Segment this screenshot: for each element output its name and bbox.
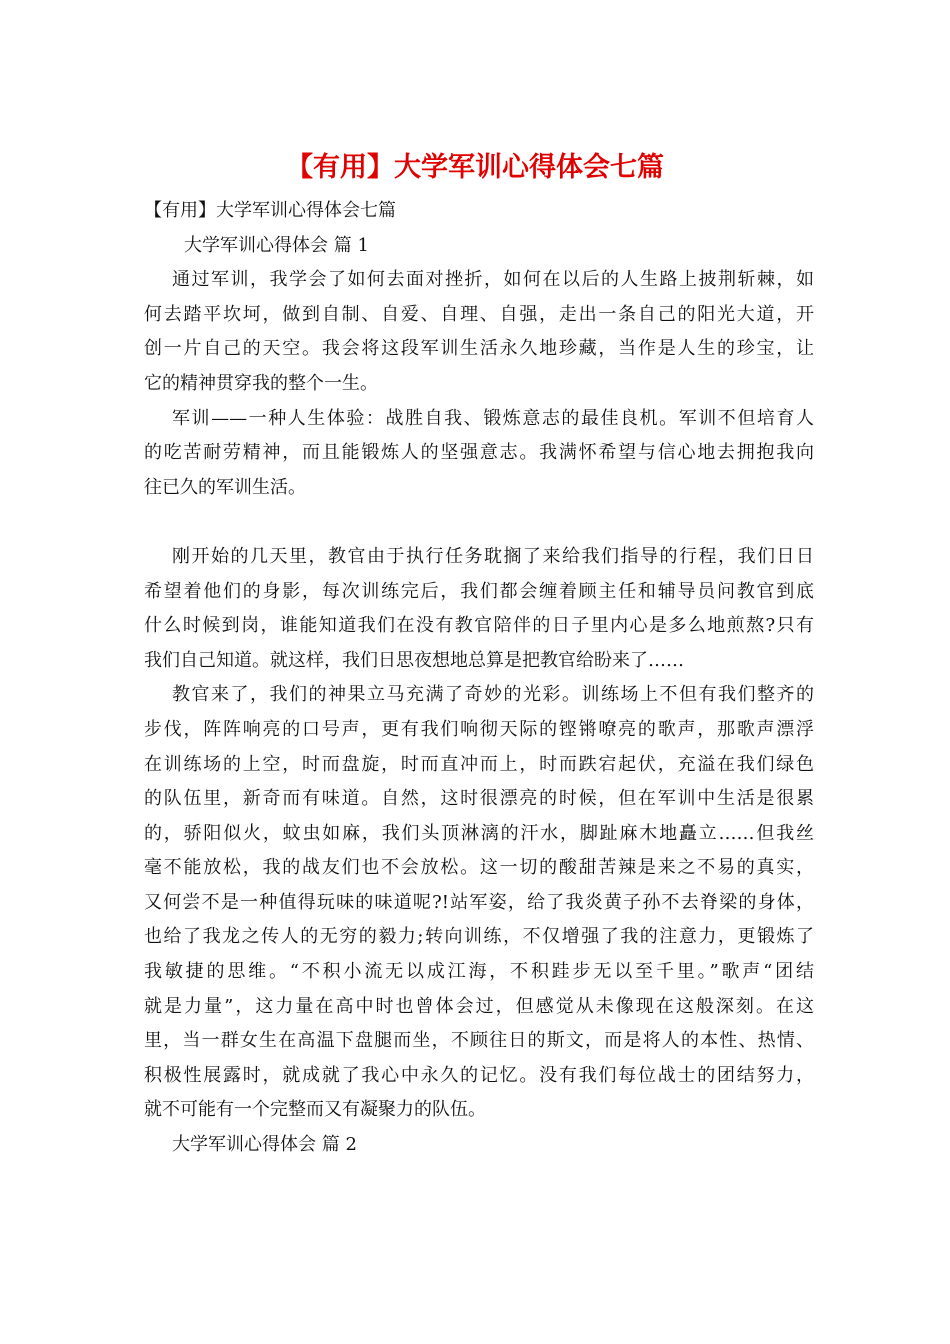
paragraph-line: 就不可能有一个完整而又有凝聚力的队伍。 <box>144 1099 486 1121</box>
paragraph-line: 往已久的军训生活。 <box>144 476 306 498</box>
paragraph-line: 我们自己知道。就这样，我们日思夜想地总算是把教官给盼来了…… <box>144 649 684 671</box>
paragraph-line: 毫不能放松，我的战友们也不会放松。这一切的酸甜苦辣是来之不易的真实， <box>144 857 814 879</box>
subtitle-line: 【有用】大学军训心得体会七篇 <box>144 200 396 221</box>
section-heading-2: 大学军训心得体会 篇 2 <box>172 1134 357 1156</box>
paragraph-line: 创一片自己的天空。我会将这段军训生活永久地珍藏，当作是人生的珍宝，让 <box>144 338 814 360</box>
paragraph-line: 教官来了，我们的神果立马充满了奇妙的光彩。训练场上不但有我们整齐的 <box>172 684 814 706</box>
paragraph-line: 就是力量”，这力量在高中时也曾体会过，但感觉从未像现在这般深刻。在这 <box>144 995 814 1017</box>
document-title: 【有用】大学军训心得体会七篇 <box>286 152 664 183</box>
paragraph-line: 的队伍里，新奇而有味道。自然，这时很漂亮的时候，但在军训中生活是很累 <box>144 788 814 810</box>
paragraph-line: 我敏捷的思维。“不积小流无以成江海，不积跬步无以至千里。”歌声“团结 <box>144 961 814 983</box>
paragraph-line: 它的精神贯穿我的整个一生。 <box>144 372 378 394</box>
document-body <box>144 194 814 1163</box>
paragraph-line: 希望着他们的身影，每次训练完后，我们都会缠着顾主任和辅导员问教官到底 <box>144 580 814 602</box>
paragraph-line: 的，骄阳似火，蚊虫如麻，我们头顶淋漓的汗水，脚趾麻木地矗立……但我丝 <box>144 822 814 844</box>
section-heading-1: 大学军训心得体会 篇 1 <box>184 234 369 256</box>
paragraph-2 <box>144 402 814 506</box>
paragraph-4 <box>144 678 814 1128</box>
paragraph-line: 刚开始的几天里，教官由于执行任务耽搁了来给我们指导的行程，我们日日 <box>172 545 814 567</box>
paragraph-line: 何去踏平坎坷，做到自制、自爱、自理、自强，走出一条自己的阳光大道，开 <box>144 303 814 325</box>
paragraph-line: 军训——一种人生体验：战胜自我、锻炼意志的最佳良机。军训不但培育人 <box>172 407 814 429</box>
paragraph-line: 积极性展露时，就成就了我心中永久的记忆。没有我们每位战士的团结努力， <box>144 1064 814 1086</box>
paragraph-line: 又何尝不是一种值得玩味的味道呢?!站军姿，给了我炎黄子孙不去脊梁的身体， <box>144 891 814 913</box>
paragraph-line: 的吃苦耐劳精神，而且能锻炼人的坚强意志。我满怀希望与信心地去拥抱我向 <box>144 442 814 464</box>
paragraph-line: 里，当一群女生在高温下盘腿而坐，不顾往日的斯文，而是将人的本性、热情、 <box>144 1030 814 1052</box>
paragraph-line: 在训练场的上空，时而盘旋，时而直冲而上，时而跌宕起伏，充溢在我们绿色 <box>144 753 814 775</box>
paragraph-3 <box>144 540 814 678</box>
paragraph-1 <box>144 263 814 401</box>
paragraph-line: 什么时候到岗，谁能知道我们在没有教官陪伴的日子里内心是多么地煎熬?只有 <box>144 615 814 637</box>
paragraph-line: 通过军训，我学会了如何去面对挫折，如何在以后的人生路上披荆斩棘，如 <box>172 269 814 291</box>
blank-line <box>144 505 814 540</box>
paragraph-line: 也给了我龙之传人的无穷的毅力;转向训练，不仅增强了我的注意力，更锻炼了 <box>144 926 814 948</box>
paragraph-line: 步伐，阵阵响亮的口号声，更有我们响彻天际的铿锵嘹亮的歌声，那歌声漂浮 <box>144 718 814 740</box>
